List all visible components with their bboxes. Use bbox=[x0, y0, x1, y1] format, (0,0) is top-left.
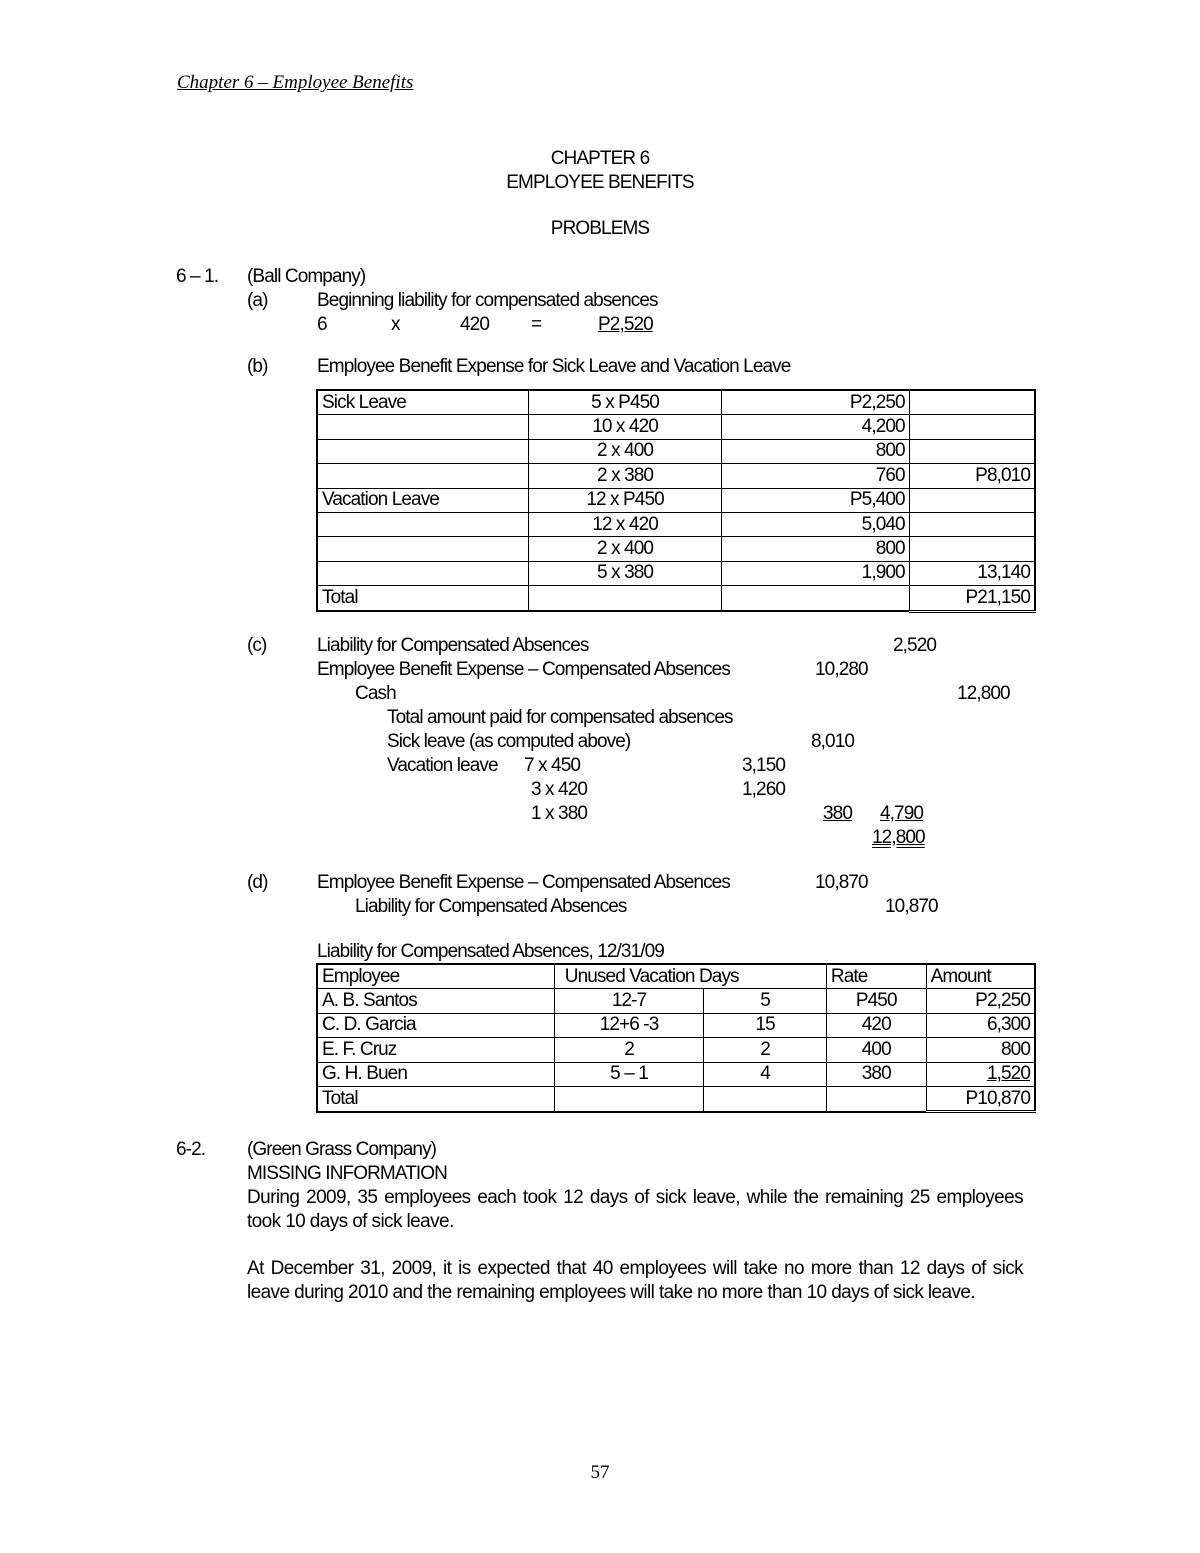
table-cell: 2 x 400 bbox=[528, 439, 721, 463]
part-a-eq-result: P2,520 bbox=[598, 314, 653, 335]
table-total-row bbox=[317, 1086, 1035, 1111]
table-cell bbox=[317, 439, 528, 463]
table-cell bbox=[909, 415, 1035, 439]
table-cell bbox=[909, 488, 1035, 512]
table-row bbox=[317, 464, 1035, 488]
table-cell: P10,870 bbox=[926, 1086, 1035, 1111]
table-cell bbox=[826, 1086, 926, 1111]
journal-amount: 10,870 bbox=[815, 872, 868, 893]
part-b-text: Employee Benefit Expense for Sick Leave and Vacation Leave bbox=[317, 356, 791, 377]
problem-paragraph bbox=[247, 1257, 1023, 1305]
computation-amount: 3,150 bbox=[742, 755, 786, 776]
journal-debit-account: Employee Benefit Expense – Compensated Absences bbox=[317, 659, 730, 680]
table-cell bbox=[317, 464, 528, 488]
chapter-title: CHAPTER 6 bbox=[550, 148, 650, 169]
benefit-expense-table bbox=[316, 389, 1036, 613]
table-cell bbox=[317, 415, 528, 439]
problem-company: (Green Grass Company) bbox=[247, 1139, 437, 1160]
section-title: PROBLEMS bbox=[550, 218, 650, 239]
part-a-label: (a) bbox=[247, 290, 268, 311]
table-cell bbox=[909, 537, 1035, 561]
table-cell: 12-7 bbox=[554, 989, 704, 1013]
table-cell bbox=[909, 390, 1035, 415]
table-cell: 12 x 420 bbox=[528, 512, 721, 536]
journal-amount: 2,520 bbox=[893, 635, 937, 656]
table-row bbox=[317, 512, 1035, 536]
problem-company: (Ball Company) bbox=[247, 266, 366, 287]
journal-debit-account: Employee Benefit Expense – Compensated Absences bbox=[317, 872, 730, 893]
part-d-label: (d) bbox=[247, 872, 268, 893]
page-number: 57 bbox=[590, 1462, 610, 1483]
table-cell: P2,250 bbox=[926, 989, 1035, 1013]
table-cell: 800 bbox=[926, 1038, 1035, 1062]
table-cell bbox=[909, 512, 1035, 536]
table-cell bbox=[909, 439, 1035, 463]
computation-amount: 380 bbox=[823, 803, 853, 824]
journal-amount: 12,800 bbox=[957, 683, 1010, 704]
part-a-eq-op: = bbox=[531, 314, 542, 335]
table-cell: 2 bbox=[704, 1038, 827, 1062]
table-cell: P450 bbox=[826, 989, 926, 1013]
table-cell: 12+6 -3 bbox=[554, 1013, 704, 1037]
computation-amount: 8,010 bbox=[811, 731, 855, 752]
table-cell: 5 – 1 bbox=[554, 1062, 704, 1086]
part-c-label: (c) bbox=[247, 635, 267, 656]
table-total-row bbox=[317, 586, 1035, 611]
part-b-label: (b) bbox=[247, 356, 268, 377]
journal-credit-account: Liability for Compensated Absences bbox=[355, 896, 627, 917]
problem-paragraph-text: During 2009, 35 employees each took 12 days of sick leave, while the remaining 25 employees took 10 days of sick leave. bbox=[247, 1187, 1023, 1232]
table-cell: 4,200 bbox=[722, 415, 909, 439]
problem-paragraph-text: At December 31, 2009, it is expected that 40 employees will take no more than 12 days of sick leave during 2010 and the remaining employees will take no more than 10 days of sick leave. bbox=[247, 1258, 1023, 1303]
table-row bbox=[317, 439, 1035, 463]
problem-number: 6 – 1. bbox=[176, 266, 219, 287]
table-cell: 12 x P450 bbox=[528, 488, 721, 512]
table-cell bbox=[317, 561, 528, 585]
table-cell: 1,520 bbox=[926, 1062, 1035, 1086]
table-header-cell: Unused Vacation Days bbox=[554, 964, 826, 989]
table-cell bbox=[317, 537, 528, 561]
part-a-text: Beginning liability for compensated absences bbox=[317, 290, 658, 311]
table-cell: 4 bbox=[704, 1062, 827, 1086]
computation-line: Vacation leave bbox=[387, 755, 498, 776]
computation-calc: 7 x 450 bbox=[524, 755, 581, 776]
computation-calc: 1 x 380 bbox=[531, 803, 588, 824]
table-cell: C. D. Garcia bbox=[317, 1013, 554, 1037]
journal-amount: 10,280 bbox=[815, 659, 868, 680]
table-cell: P8,010 bbox=[909, 464, 1035, 488]
table-cell: 5 bbox=[704, 989, 827, 1013]
table-cell: Vacation Leave bbox=[317, 488, 528, 512]
table-cell: 15 bbox=[704, 1013, 827, 1037]
table-cell: Total bbox=[317, 586, 528, 611]
journal-debit-account: Liability for Compensated Absences bbox=[317, 635, 589, 656]
computation-total: 12,800 bbox=[872, 827, 925, 848]
part-a-eq-op: x bbox=[391, 314, 400, 335]
computation-amount: 1,260 bbox=[742, 779, 786, 800]
table-cell bbox=[528, 586, 721, 611]
table-cell: 10 x 420 bbox=[528, 415, 721, 439]
table-cell: P5,400 bbox=[722, 488, 909, 512]
table-cell: 5 x 380 bbox=[528, 561, 721, 585]
table-cell: 760 bbox=[722, 464, 909, 488]
table-row bbox=[317, 561, 1035, 585]
table-row bbox=[317, 488, 1035, 512]
liability-table-title: Liability for Compensated Absences, 12/31/09 bbox=[317, 941, 664, 962]
table-cell: 5 x P450 bbox=[528, 390, 721, 415]
table-cell: P21,150 bbox=[909, 586, 1035, 611]
table-row bbox=[317, 989, 1035, 1013]
table-cell: P2,250 bbox=[722, 390, 909, 415]
computation-subtotal: 4,790 bbox=[880, 803, 924, 824]
problem-subtitle: MISSING INFORMATION bbox=[247, 1163, 447, 1184]
table-row bbox=[317, 1038, 1035, 1062]
table-cell: 2 x 400 bbox=[528, 537, 721, 561]
table-cell: 5,040 bbox=[722, 512, 909, 536]
problem-paragraph bbox=[247, 1186, 1023, 1234]
table-cell: 1,900 bbox=[722, 561, 909, 585]
table-cell bbox=[704, 1086, 827, 1111]
table-cell: 800 bbox=[722, 537, 909, 561]
table-header-row bbox=[317, 964, 1035, 989]
table-cell: 2 x 380 bbox=[528, 464, 721, 488]
table-cell: 6,300 bbox=[926, 1013, 1035, 1037]
table-row bbox=[317, 1013, 1035, 1037]
chapter-subtitle: EMPLOYEE BENEFITS bbox=[506, 172, 694, 193]
table-cell: 400 bbox=[826, 1038, 926, 1062]
computation-line: Sick leave (as computed above) bbox=[387, 731, 631, 752]
table-cell: 420 bbox=[826, 1013, 926, 1037]
table-cell: 2 bbox=[554, 1038, 704, 1062]
journal-amount: 10,870 bbox=[885, 896, 938, 917]
table-cell: Total bbox=[317, 1086, 554, 1111]
table-cell bbox=[722, 586, 909, 611]
table-cell: 380 bbox=[826, 1062, 926, 1086]
table-row bbox=[317, 415, 1035, 439]
table-row bbox=[317, 390, 1035, 415]
table-header-cell: Employee bbox=[317, 964, 554, 989]
table-header-cell: Amount bbox=[926, 964, 1035, 989]
table-cell: 800 bbox=[722, 439, 909, 463]
table-cell bbox=[317, 512, 528, 536]
computation-heading: Total amount paid for compensated absences bbox=[387, 707, 733, 728]
part-a-eq-term: 6 bbox=[317, 314, 327, 335]
table-cell bbox=[554, 1086, 704, 1111]
part-a-eq-term: 420 bbox=[460, 314, 490, 335]
table-cell: G. H. Buen bbox=[317, 1062, 554, 1086]
journal-credit-account: Cash bbox=[355, 683, 396, 704]
table-header-cell: Rate bbox=[826, 964, 926, 989]
table-row bbox=[317, 1062, 1035, 1086]
table-cell: E. F. Cruz bbox=[317, 1038, 554, 1062]
computation-calc: 3 x 420 bbox=[531, 779, 588, 800]
table-cell: 13,140 bbox=[909, 561, 1035, 585]
table-row bbox=[317, 537, 1035, 561]
liability-table bbox=[316, 963, 1036, 1113]
table-cell: A. B. Santos bbox=[317, 989, 554, 1013]
problem-number: 6-2. bbox=[176, 1139, 206, 1160]
table-cell: Sick Leave bbox=[317, 390, 528, 415]
running-header: Chapter 6 – Employee Benefits bbox=[177, 72, 414, 93]
